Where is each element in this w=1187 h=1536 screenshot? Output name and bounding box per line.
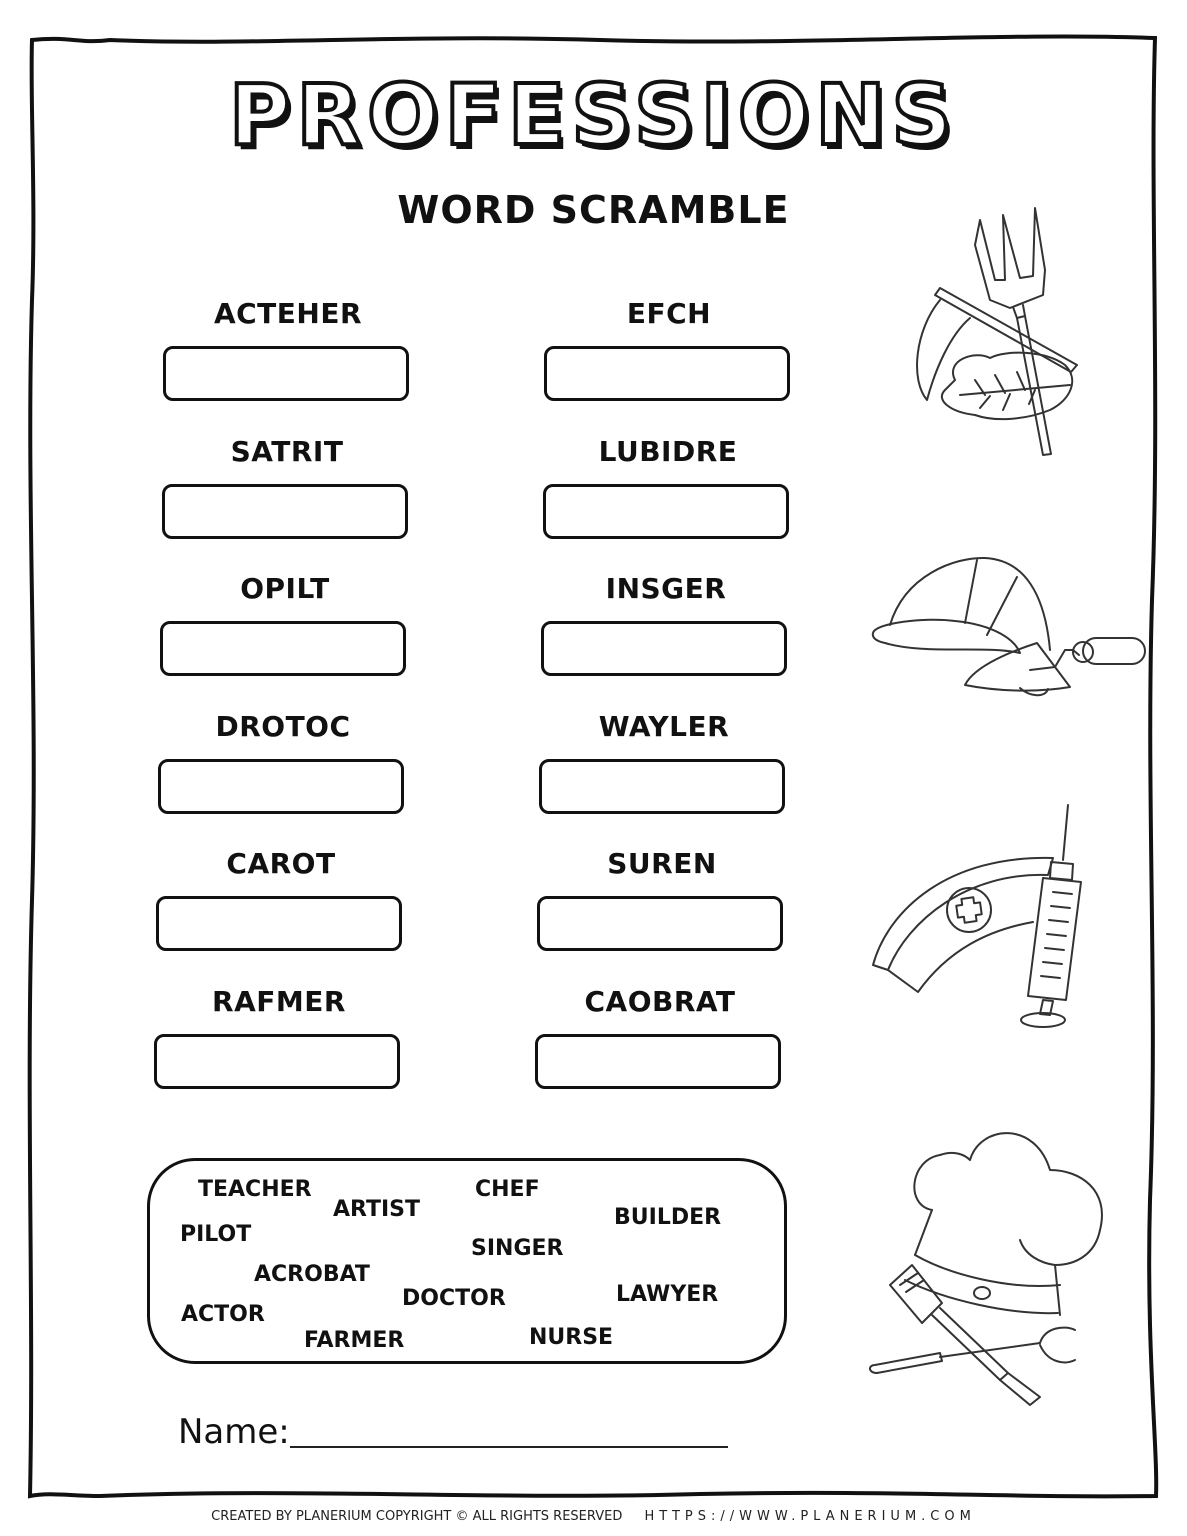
answer-box[interactable] (544, 346, 790, 401)
farmer-tools-icon (895, 200, 1075, 470)
word-bank-item: ACROBAT (254, 1262, 370, 1287)
footer-credit: CREATED BY PLANERIUM COPYRIGHT © ALL RIGHTS RESERVED (211, 1509, 623, 1524)
word-bank-item: CHEF (475, 1177, 540, 1202)
scramble-item (160, 569, 410, 676)
answer-box[interactable] (537, 896, 783, 951)
scrambled-word: CAROT (226, 847, 336, 880)
scrambled-word: INSGER (605, 572, 727, 605)
answer-box[interactable] (539, 759, 785, 814)
scramble-item (541, 569, 791, 676)
builder-tools-icon (865, 555, 1145, 695)
word-bank (147, 1158, 787, 1364)
word-bank-item: LAWYER (616, 1282, 719, 1307)
scramble-item (154, 982, 404, 1089)
nurse-tools-icon (868, 800, 1088, 1035)
answer-box[interactable] (154, 1034, 400, 1089)
answer-box[interactable] (541, 621, 787, 676)
answer-box[interactable] (163, 346, 409, 401)
word-bank-item: SINGER (471, 1236, 564, 1261)
scrambled-word: WAYLER (598, 710, 730, 743)
answer-box[interactable] (162, 484, 408, 539)
scrambled-word: CAOBRAT (584, 985, 736, 1018)
scramble-item (158, 707, 408, 814)
scramble-item (156, 844, 406, 951)
answer-box[interactable] (158, 759, 404, 814)
name-input-line[interactable] (290, 1446, 728, 1448)
scramble-item (163, 294, 413, 401)
word-bank-item: PILOT (180, 1222, 252, 1247)
chef-tools-icon (860, 1115, 1110, 1415)
scramble-item (535, 982, 785, 1089)
answer-box[interactable] (156, 896, 402, 951)
word-bank-item: FARMER (304, 1328, 405, 1353)
page-subtitle: WORD SCRAMBLE (397, 188, 790, 232)
scrambled-word: RAFMER (212, 985, 346, 1018)
word-bank-item: TEACHER (198, 1177, 312, 1202)
scrambled-word: EFCH (626, 297, 712, 330)
scrambled-word: ACTEHER (213, 297, 363, 330)
scramble-item (162, 432, 412, 539)
scrambled-word: SUREN (607, 847, 717, 880)
scramble-item (544, 294, 794, 401)
word-bank-item: NURSE (529, 1325, 614, 1350)
word-bank-item: ACTOR (181, 1302, 265, 1327)
footer-url: HTTPS://WWW.PLANERIUM.COM (644, 1509, 976, 1524)
word-bank-item: DOCTOR (402, 1286, 506, 1311)
page-title: PROFESSIONS (228, 66, 959, 164)
word-bank-item: BUILDER (614, 1205, 722, 1230)
scrambled-word: DROTOC (215, 710, 351, 743)
scramble-item (539, 707, 789, 814)
answer-box[interactable] (543, 484, 789, 539)
word-bank-item: ARTIST (333, 1197, 421, 1222)
answer-box[interactable] (160, 621, 406, 676)
scramble-item (537, 844, 787, 951)
scrambled-word: SATRIT (230, 435, 344, 468)
scrambled-word: LUBIDRE (598, 435, 738, 468)
scrambled-word: OPILT (240, 572, 330, 605)
scramble-item (543, 432, 793, 539)
name-label: Name: (178, 1412, 290, 1452)
answer-box[interactable] (535, 1034, 781, 1089)
footer (0, 1509, 1187, 1524)
